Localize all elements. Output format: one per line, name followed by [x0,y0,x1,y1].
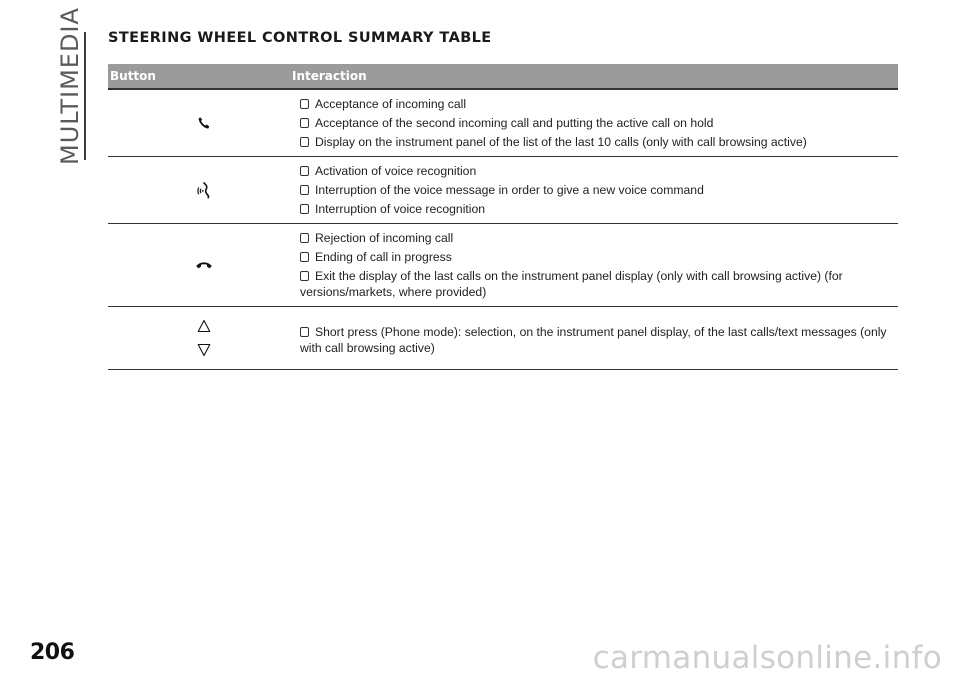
checkbox-bullet-icon [300,185,309,195]
checkbox-bullet-icon [300,137,309,147]
list-item: Display on the instrument panel of the list of the last 10 calls (only with call browsing active) [300,134,898,150]
interaction-cell [300,224,898,306]
checkbox-bullet-icon [300,327,309,337]
icon-cell [108,90,300,156]
header-button: Button [110,69,156,83]
triangle-down-icon [197,343,211,357]
table-row [108,224,898,307]
section-label: MULTIMEDIA [56,7,84,165]
table-row [108,90,898,157]
page-title: STEERING WHEEL CONTROL SUMMARY TABLE [108,30,492,46]
table-row [108,307,898,370]
page-number: 206 [30,640,75,665]
interaction-cell [300,90,898,156]
checkbox-bullet-icon [300,99,309,109]
checkbox-bullet-icon [300,271,309,281]
list-item: Ending of call in progress [300,249,898,265]
checkbox-bullet-icon [300,118,309,128]
list-item: Exit the display of the last calls on the instrument panel display (only with call browsing active) (for versions/markets, where provided) [300,269,843,299]
icon-cell [108,307,300,369]
interaction-cell [300,157,898,223]
hang-up-icon [195,260,213,270]
header-interaction: Interaction [292,69,367,83]
icon-cell [108,224,300,306]
list-item: Interruption of voice recognition [300,201,898,217]
phone-handset-icon [197,116,211,130]
interaction-cell [300,307,898,369]
checkbox-bullet-icon [300,204,309,214]
triangle-up-icon [197,319,211,333]
watermark: carmanualsonline.info [592,640,942,676]
table-row [108,157,898,224]
table-header [108,64,898,90]
voice-command-icon [196,181,212,199]
list-item: Activation of voice recognition [300,163,898,179]
list-item: Acceptance of incoming call [300,96,898,112]
side-rule [84,32,86,160]
checkbox-bullet-icon [300,166,309,176]
list-item: Interruption of the voice message in order to give a new voice command [300,182,898,198]
list-item: Short press (Phone mode): selection, on the instrument panel display, of the last calls/text messages (only with call browsing active) [300,325,887,355]
checkbox-bullet-icon [300,252,309,262]
summary-table [108,64,898,370]
list-item: Acceptance of the second incoming call and putting the active call on hold [300,115,898,131]
checkbox-bullet-icon [300,233,309,243]
icon-cell [108,157,300,223]
list-item: Rejection of incoming call [300,230,898,246]
